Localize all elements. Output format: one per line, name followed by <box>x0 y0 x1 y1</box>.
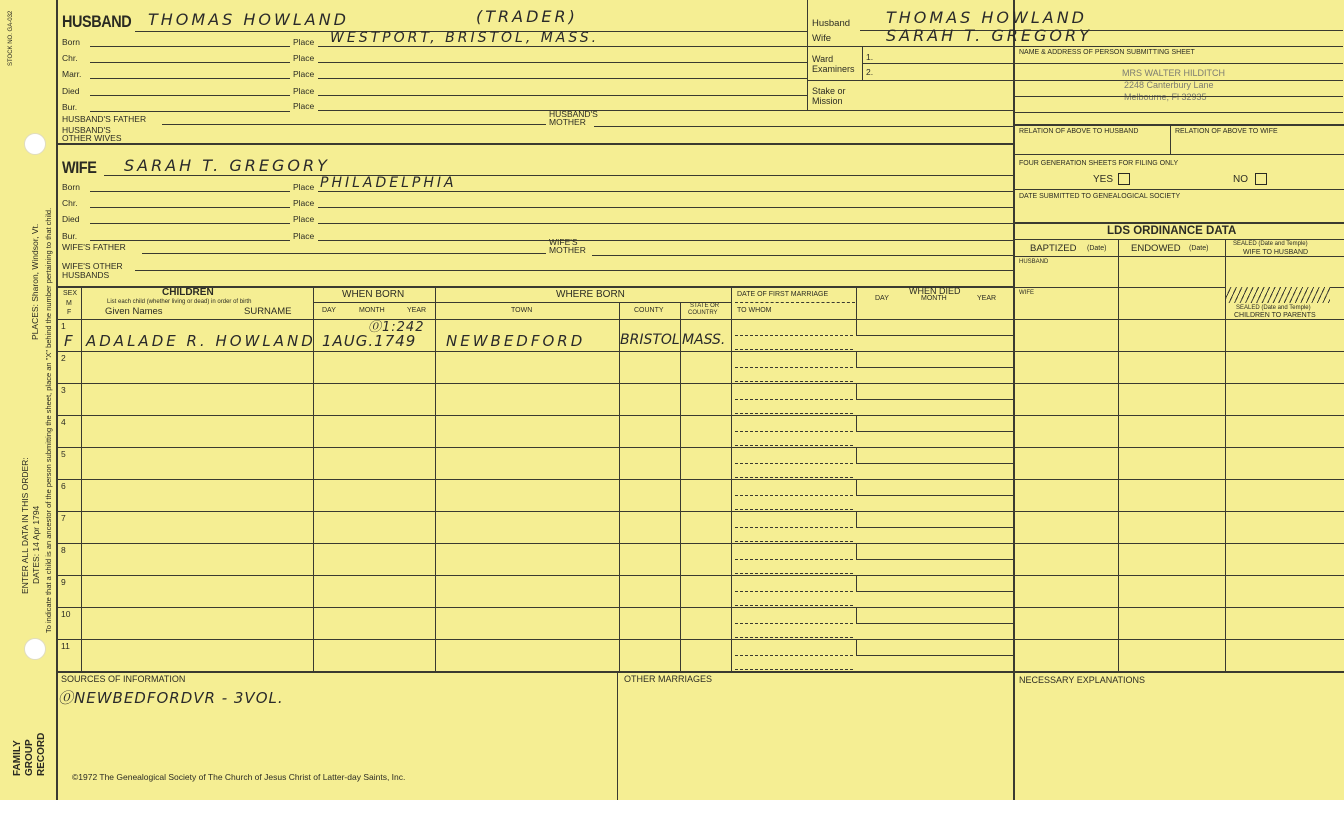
rule <box>90 111 290 112</box>
row-line <box>731 607 1013 608</box>
husband-father-label: HUSBAND'S FATHER <box>62 114 147 124</box>
husband-name: THOMAS HOWLAND <box>148 10 349 29</box>
wife-heading: WIFE <box>62 158 97 177</box>
ward-label: Ward <box>812 54 834 64</box>
day-label: DAY <box>875 295 889 302</box>
lds-husband-row: HUSBAND <box>1019 259 1049 265</box>
sealed-wife-label: SEALED (Date and Temple) <box>1233 241 1308 247</box>
died-line <box>856 495 1013 496</box>
lds-title: LDS ORDINANCE DATA <box>1107 225 1237 237</box>
husband-bur-label: Bur. <box>62 102 78 112</box>
rule <box>90 78 290 79</box>
examiner-2: 2. <box>866 67 874 77</box>
submitter-stamp-line: Melbourne, Fl 32935 <box>1124 92 1207 102</box>
row-line <box>56 511 731 512</box>
row-number: 7 <box>61 513 66 523</box>
spouse-line <box>735 509 853 510</box>
row-line <box>731 447 1013 448</box>
column-line <box>856 286 857 319</box>
column-line <box>617 671 618 800</box>
row-number: 1 <box>61 321 66 331</box>
died-line <box>856 527 1013 528</box>
rule <box>318 46 807 47</box>
date-note: (Date) <box>1189 245 1209 252</box>
died-bracket <box>856 383 857 399</box>
day-label: DAY <box>322 307 336 314</box>
marriage-date-line <box>735 463 853 464</box>
husband-marr-label: Marr. <box>62 69 82 79</box>
four-gen-label: FOUR GENERATION SHEETS FOR FILING ONLY <box>1019 160 1179 167</box>
ancestor-instruction: To indicate that a child is an ancestor of the person submitting the sheet, place an "X" behind the number pertaining to that child. <box>44 207 53 633</box>
died-bracket <box>856 511 857 527</box>
wife-father-label: WIFE'S FATHER <box>62 242 126 252</box>
punch-hole <box>24 638 46 660</box>
child-1-annotation: ⓪1:242 <box>368 320 425 335</box>
first-marriage-label: DATE OF FIRST MARRIAGE <box>737 291 829 298</box>
row-line <box>56 543 731 544</box>
children-note: List each child (whether living or dead) in order of birth <box>107 299 252 305</box>
rule <box>90 62 290 63</box>
page-margin <box>0 800 1344 816</box>
husband-other-wives-label: HUSBAND'S <box>62 125 111 135</box>
husband-occupation: (TRADER) <box>476 7 578 26</box>
other-marriages-label: OTHER MARRIAGES <box>624 674 713 684</box>
surname-label: SURNAME <box>244 306 292 317</box>
town-label: TOWN <box>511 307 533 314</box>
date-note: (Date) <box>1087 245 1107 252</box>
sealed-wife-label: WIFE TO HUSBAND <box>1243 249 1309 256</box>
died-bracket <box>856 479 857 495</box>
rule <box>1013 543 1344 544</box>
endowed-label: ENDOWED <box>1131 243 1181 254</box>
rule <box>862 63 1013 64</box>
sources-value: ⓪NEWBEDFORDVR - 3VOL. <box>58 689 284 707</box>
row-line <box>731 479 1013 480</box>
ward-label: Examiners <box>812 64 855 74</box>
row-number: 5 <box>61 449 66 459</box>
no-checkbox[interactable] <box>1255 173 1267 185</box>
date-submitted-label: DATE SUBMITTED TO GENEALOGICAL SOCIETY <box>1019 193 1181 200</box>
month-label: MONTH <box>359 307 385 314</box>
spouse-line <box>735 605 853 606</box>
husband-died-label: Died <box>62 86 80 96</box>
place-label: Place <box>293 182 315 192</box>
summary-husband-value: THOMAS HOWLAND <box>886 8 1087 27</box>
no-label: NO <box>1233 174 1248 185</box>
rule <box>90 46 290 47</box>
sealed-children-label: CHILDREN TO PARENTS <box>1234 312 1316 319</box>
place-label: Place <box>293 69 315 79</box>
year-label: YEAR <box>407 307 427 314</box>
rule <box>318 78 807 79</box>
rule <box>1170 124 1171 154</box>
husband-mother-label: MOTHER <box>549 117 586 127</box>
relation-wife-label: RELATION OF ABOVE TO WIFE <box>1175 128 1278 135</box>
wife-chr-label: Chr. <box>62 198 78 208</box>
section-divider <box>56 671 1344 673</box>
sources-label: SOURCES OF INFORMATION <box>61 674 186 684</box>
died-bracket <box>856 447 857 463</box>
row-line <box>56 575 731 576</box>
wife-other-husbands-label: HUSBANDS <box>62 270 110 280</box>
examiner-1: 1. <box>866 52 874 62</box>
marriage-date-line <box>735 495 853 496</box>
marriage-date-line <box>735 335 853 336</box>
enter-order-note: ENTER ALL DATA IN THIS ORDER: <box>20 457 30 594</box>
rule <box>1013 154 1344 155</box>
row-line <box>731 511 1013 512</box>
spouse-line <box>735 477 853 478</box>
form-title-line: GROUP <box>24 739 35 776</box>
died-bracket <box>856 319 857 335</box>
rule <box>90 95 290 96</box>
rule <box>1013 415 1344 416</box>
rule <box>142 253 546 254</box>
wife-name: SARAH T. GREGORY <box>124 156 330 175</box>
dates-note: DATES: 14 Apr 1794 <box>31 505 41 584</box>
place-label: Place <box>293 86 315 96</box>
rule <box>1013 112 1343 113</box>
rule <box>1013 511 1344 512</box>
state-label: COUNTRY <box>688 310 718 316</box>
marriage-date-line <box>735 431 853 432</box>
husband-born-label: Born <box>62 37 80 47</box>
rule <box>1013 447 1344 448</box>
row-line <box>731 351 1013 352</box>
died-bracket <box>856 575 857 591</box>
row-number: 9 <box>61 577 66 587</box>
baptized-label: BAPTIZED <box>1030 243 1077 254</box>
spouse-line <box>735 381 853 382</box>
form-title-line: RECORD <box>36 732 47 776</box>
row-line <box>56 383 731 384</box>
submitter-stamp-line: 2248 Canterbury Lane <box>1124 80 1214 90</box>
marriage-date-line <box>735 527 853 528</box>
rule <box>1013 319 1344 320</box>
child-1-county: BRISTOL <box>620 332 680 348</box>
husband-other-wives-label: OTHER WIVES <box>62 133 122 143</box>
row-number: 6 <box>61 481 66 491</box>
marriage-date-line <box>735 623 853 624</box>
died-bracket <box>856 415 857 431</box>
child-1-born: 1AUG.1749 <box>322 332 417 350</box>
rule <box>90 223 290 224</box>
row-number: 2 <box>61 353 66 363</box>
rule <box>90 207 290 208</box>
husband-heading: HUSBAND <box>62 12 132 31</box>
marriage-date-line <box>735 559 853 560</box>
rule <box>313 302 435 303</box>
rule <box>1013 256 1344 257</box>
wife-mother-label: MOTHER <box>549 245 586 255</box>
died-bracket <box>856 639 857 655</box>
rule <box>318 207 1013 208</box>
rule <box>318 240 1013 241</box>
rule <box>318 110 1013 111</box>
rule <box>735 302 855 303</box>
rule <box>1013 575 1344 576</box>
row-line <box>731 543 1013 544</box>
rule <box>1013 239 1344 240</box>
died-line <box>856 591 1013 592</box>
place-label: Place <box>293 101 315 111</box>
died-bracket <box>856 543 857 559</box>
year-label: YEAR <box>977 295 997 302</box>
rule <box>318 191 1013 192</box>
lds-wife-row: WIFE <box>1019 290 1034 296</box>
wife-bur-label: Bur. <box>62 231 78 241</box>
to-whom-label: TO WHOM <box>737 307 772 314</box>
submitter-label: NAME & ADDRESS OF PERSON SUBMITTING SHEET <box>1019 49 1195 56</box>
stake-label: Mission <box>812 96 843 106</box>
child-1-sex: F <box>64 332 73 350</box>
died-bracket <box>856 607 857 623</box>
submitter-stamp-line: MRS WALTER HILDITCH <box>1122 68 1226 78</box>
place-label: Place <box>293 37 315 47</box>
frame-line <box>807 0 808 110</box>
died-line <box>856 431 1013 432</box>
relation-husband-label: RELATION OF ABOVE TO HUSBAND <box>1019 128 1139 135</box>
row-line <box>56 479 731 480</box>
spouse-line <box>735 349 853 350</box>
frame-line <box>1013 0 1015 800</box>
given-names-label: Given Names <box>105 306 163 317</box>
row-line <box>56 415 731 416</box>
rule <box>1013 63 1343 64</box>
rule <box>592 255 1013 256</box>
rule <box>807 46 1343 47</box>
child-1-name: ADALADE R. HOWLAND <box>86 332 316 350</box>
summary-wife-value: SARAH T. GREGORY <box>886 26 1092 45</box>
rule <box>1013 607 1344 608</box>
county-label: COUNTY <box>634 307 664 314</box>
month-label: MONTH <box>921 295 947 302</box>
rule <box>162 124 546 125</box>
rule <box>104 175 1013 176</box>
row-line <box>56 351 731 352</box>
row-number: 11 <box>61 641 70 651</box>
husband-mother-label: HUSBAND'S <box>549 109 598 119</box>
rule <box>318 95 807 96</box>
sex-label: F <box>67 309 72 316</box>
place-label: Place <box>293 198 315 208</box>
died-line <box>856 623 1013 624</box>
rule <box>807 80 1013 81</box>
yes-label: YES <box>1093 174 1114 185</box>
sex-label: SEX <box>63 290 78 297</box>
place-label: Place <box>293 231 315 241</box>
died-bracket <box>856 351 857 367</box>
marriage-date-line <box>735 655 853 656</box>
died-line <box>856 367 1013 368</box>
died-line <box>856 559 1013 560</box>
summary-husband-label: Husband <box>812 18 851 29</box>
row-number: 8 <box>61 545 66 555</box>
died-line <box>856 335 1013 336</box>
spouse-line <box>735 445 853 446</box>
wife-other-husbands-label: WIFE'S OTHER <box>62 261 123 271</box>
row-line <box>56 447 731 448</box>
sealed-children-label: SEALED (Date and Temple) <box>1236 305 1311 311</box>
where-born-label: WHERE BORN <box>556 289 625 300</box>
rule <box>135 270 1013 271</box>
spouse-line <box>735 413 853 414</box>
stock-number: STOCK NO. GA-032 <box>8 10 14 66</box>
state-label: STATE OR <box>690 303 720 309</box>
row-line <box>731 575 1013 576</box>
sex-label: M <box>66 300 72 307</box>
punch-hole <box>24 133 46 155</box>
row-line <box>56 607 731 608</box>
place-label: Place <box>293 214 315 224</box>
husband-chr-label: Chr. <box>62 53 78 63</box>
rule <box>1013 80 1343 81</box>
rule <box>90 240 290 241</box>
rule <box>1013 189 1344 190</box>
spouse-line <box>735 541 853 542</box>
row-line <box>731 639 1013 640</box>
section-divider <box>56 143 1013 145</box>
died-line <box>856 655 1013 656</box>
stake-label: Stake or <box>812 86 846 96</box>
rule <box>90 191 290 192</box>
spouse-line <box>735 669 853 670</box>
hatched-area <box>1226 287 1330 303</box>
rule <box>1013 383 1344 384</box>
rule <box>1013 639 1344 640</box>
section-divider <box>1013 222 1344 224</box>
section-divider <box>1013 124 1344 126</box>
wife-born-place: PHILADELPHIA <box>320 175 457 191</box>
child-1-state: MASS. <box>682 332 726 348</box>
rule <box>1013 479 1344 480</box>
row-number: 3 <box>61 385 66 395</box>
row-line <box>731 415 1013 416</box>
rule <box>1013 351 1344 352</box>
copyright: ©1972 The Genealogical Society of The Church of Jesus Christ of Latter-day Saints, Inc. <box>72 772 406 782</box>
rule <box>318 62 807 63</box>
form-title-line: FAMILY <box>12 740 23 776</box>
spouse-line <box>735 573 853 574</box>
row-number: 4 <box>61 417 66 427</box>
rule <box>435 302 731 303</box>
rule <box>1013 96 1343 97</box>
place-label: Place <box>293 53 315 63</box>
wife-mother-label: WIFE'S <box>549 237 578 247</box>
when-born-label: WHEN BORN <box>342 289 405 300</box>
rule <box>318 223 1013 224</box>
marriage-date-line <box>735 367 853 368</box>
children-title: CHILDREN <box>162 287 214 298</box>
marriage-date-line <box>735 591 853 592</box>
explanations-label: NECESSARY EXPLANATIONS <box>1019 675 1146 685</box>
wife-died-label: Died <box>62 214 80 224</box>
places-note: PLACES: Sharon, Windsor, Vt. <box>30 223 40 340</box>
yes-checkbox[interactable] <box>1118 173 1130 185</box>
row-line <box>56 639 731 640</box>
died-line <box>856 399 1013 400</box>
husband-born-place: WESTPORT, BRISTOL, MASS. <box>330 30 600 46</box>
child-1-town: NEWBEDFORD <box>446 332 586 350</box>
when-died-label: WHEN DIED <box>909 286 961 296</box>
died-line <box>856 463 1013 464</box>
rule <box>594 126 1013 127</box>
wife-born-label: Born <box>62 182 80 192</box>
marriage-date-line <box>735 399 853 400</box>
row-number: 10 <box>61 609 71 619</box>
row-line <box>731 383 1013 384</box>
summary-wife-label: Wife <box>812 33 831 44</box>
spouse-line <box>735 637 853 638</box>
